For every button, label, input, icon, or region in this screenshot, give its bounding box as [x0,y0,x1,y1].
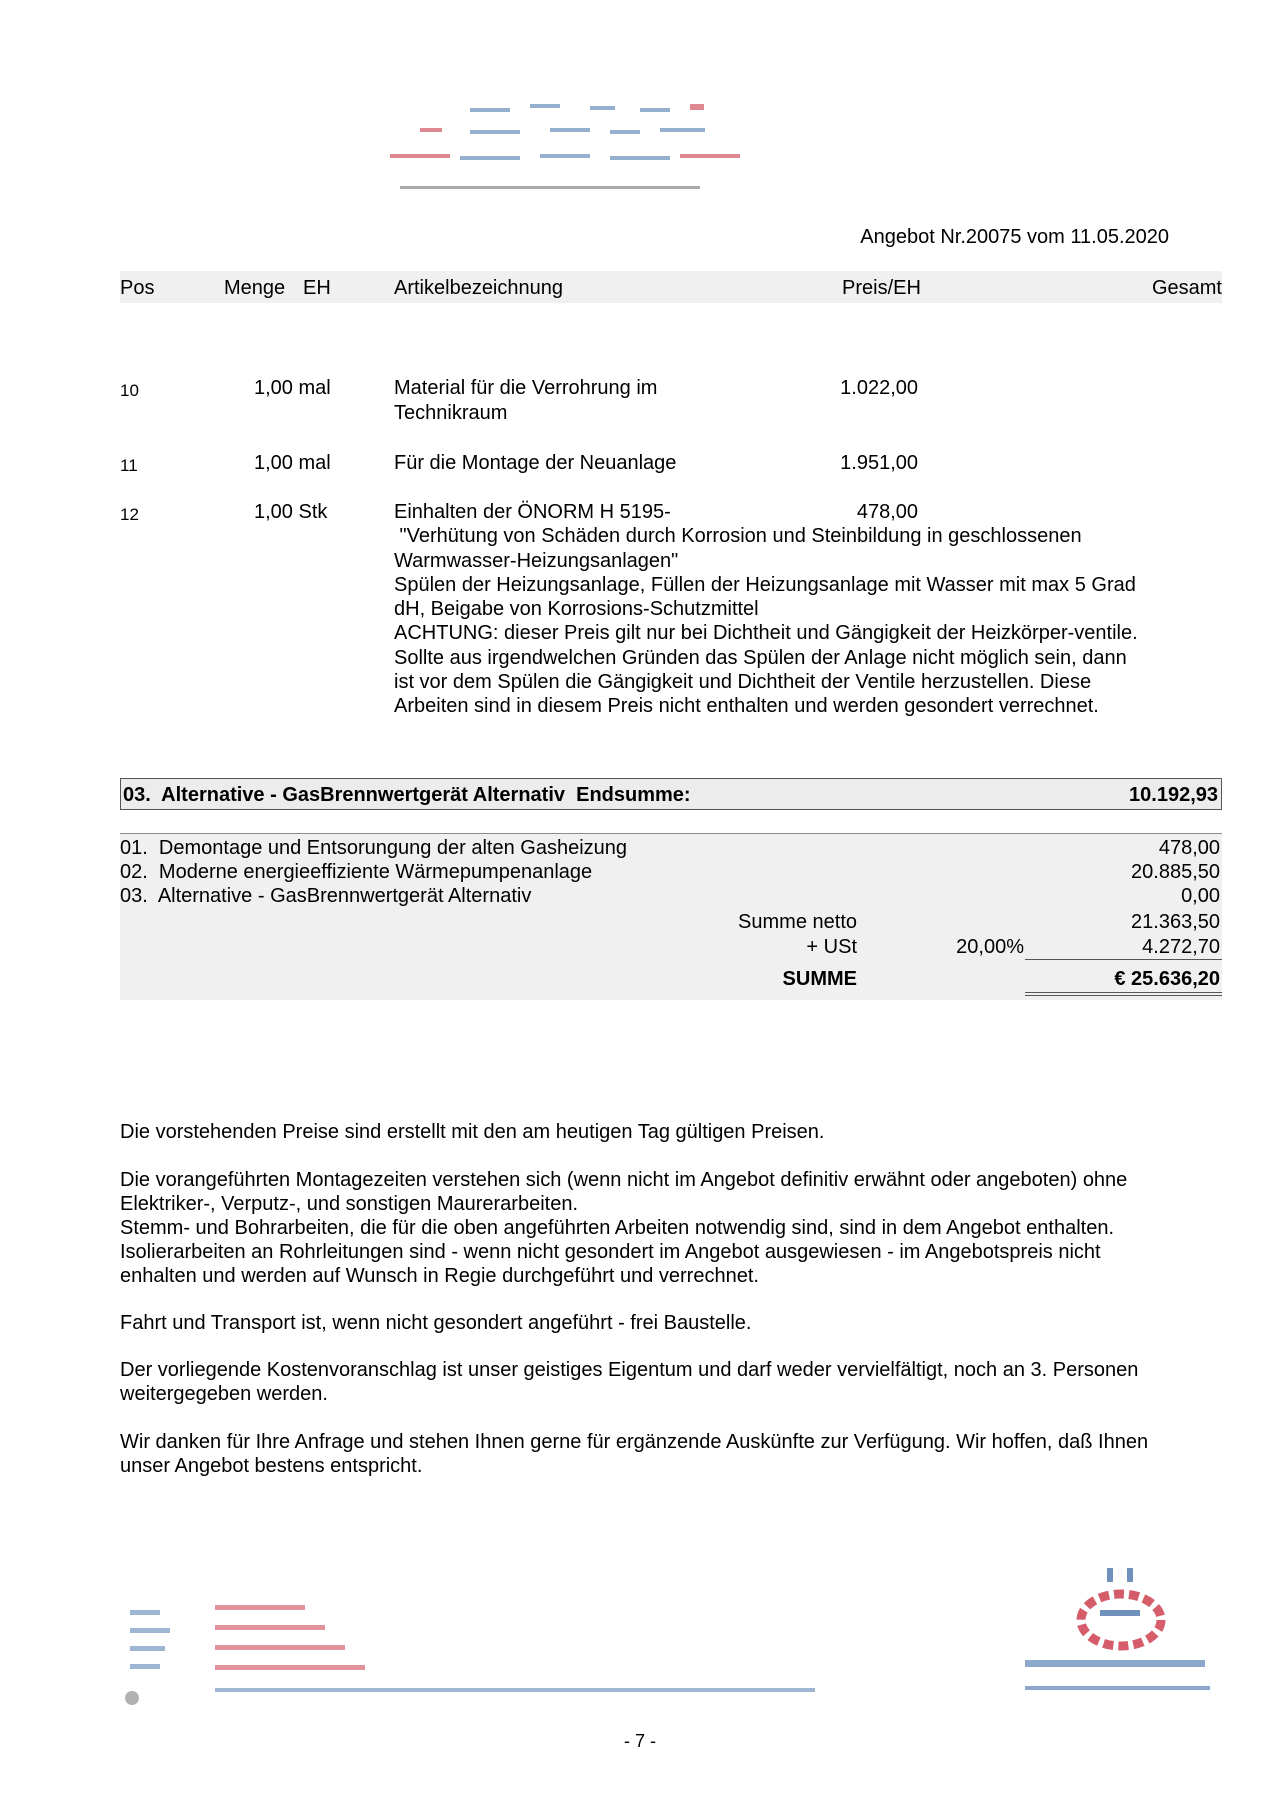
item-pos: 10 [120,381,139,400]
section-total-bar [120,778,1222,810]
item-text-line: Material für die Verrohrung im [394,377,658,399]
summary-line-label: 03. Alternative - GasBrennwertgerät Alternativ [120,885,532,907]
paragraph-line: Die vorangeführten Montagezeiten verstehen sich (wenn nicht im Angebot definitiv erwähnt oder angeboten) ohne [120,1169,1128,1191]
summary-line-label: 02. Moderne energieeffiziente Wärmepumpenanlage [120,861,593,883]
col-pos: Pos [120,277,155,299]
paragraph-line: Isolierarbeiten an Rohrleitungen sind - wenn nicht gesondert im Angebot ausgewiesen - im Angebotspreis nicht [120,1241,1101,1263]
item-price: 1.951,00 [840,452,918,474]
summary-line-label: 01. Demontage und Entsorungung der alten Gasheizung [120,837,628,859]
section-total-value: 10.192,93 [1129,784,1218,806]
partner-logo-icon [1015,1560,1225,1720]
column-header-row [120,271,1222,303]
footer-address [120,1590,920,1720]
item-qty: 1,00 mal [254,452,331,474]
company-logo-icon [360,78,900,218]
item-text-line: Für die Montage der Neuanlage [394,452,677,474]
paragraph-line: Stemm- und Bohrarbeiten, die für die oben angeführten Arbeiten notwendig sind, sind in dem Angebot enthalten. [120,1217,1115,1239]
summary-line-value: 20.885,50 [1131,861,1220,883]
item-text-line: Arbeiten sind in diesem Preis nicht enthalten und werden gesondert verrechnet. [394,695,1099,718]
item-text-line: Spülen der Heizungsanlage, Füllen der Heizungsanlage mit Wasser mit max 5 Grad [394,573,1136,596]
summary-line [120,836,1222,860]
netto-row [120,910,1222,934]
company-logo [360,78,900,218]
summary-block [120,833,1222,1000]
netto-label: Summe netto [738,911,857,933]
ust-rate: 20,00% [956,936,1024,958]
item-text-line: Warmwasser-Heizungsanlagen" [394,549,679,572]
summary-line-value: 478,00 [1158,837,1220,859]
item-text-line: ACHTUNG: dieser Preis gilt nur bei Dichtheit und Gängigkeit der Heizkörper-ventile. [394,622,1138,645]
paragraph-line: unser Angebot bestens entspricht. [120,1455,423,1477]
item-pos: 11 [120,456,138,475]
paragraph-line: Wir danken für Ihre Anfrage und stehen Ihnen gerne für ergänzende Auskünfte zur Verfügung. Wir hoffen, daß Ihnen [120,1431,1149,1453]
item-text-line: Technikraum [394,402,508,424]
item-text-line: ist vor dem Spülen die Gängigkeit und Dichtheit der Ventile herzustellen. Diese [394,671,1092,694]
item-price: 1.022,00 [840,377,918,399]
summe-double-underline [1025,992,1222,993]
col-gesamt: Gesamt [1151,277,1222,299]
summary-line-value: 0,00 [1181,885,1220,907]
paragraph-line: enhalten und werden auf Wunsch in Regie durchgeführt und verrechnet. [120,1265,759,1287]
paragraph [120,1168,1230,1288]
paragraph [120,1358,1230,1406]
col-eh: EH [303,277,331,299]
summe-divider [1025,959,1222,960]
item-text-line: Sollte aus irgendwelchen Gründen das Spülen der Anlage nicht möglich sein, dann [394,646,1127,669]
paragraph [120,1430,1230,1478]
page-number: - 7 - [623,1731,656,1751]
item-qty: 1,00 mal [254,377,331,399]
offer-number: Angebot Nr.20075 vom 11.05.2020 [860,226,1169,248]
summe-double-underline [1025,995,1222,996]
col-preis: Preis/EH [842,277,921,299]
item-pos: 12 [120,505,139,524]
paragraph-line: Elektriker-, Verputz-, und sonstigen Maurerarbeiten. [120,1193,578,1215]
col-menge: Menge [224,277,286,299]
summary-line [120,884,1222,908]
ust-label: + USt [806,936,857,958]
paragraph: Die vorstehenden Preise sind erstellt mit den am heutigen Tag gültigen Preisen. [120,1121,825,1143]
summary-line [120,860,1222,884]
summe-row [120,967,1222,991]
paragraph-line: Der vorliegende Kostenvoranschlag ist unser geistiges Eigentum und darf weder vervielfältigt, noch an 3. Personen [120,1359,1139,1381]
ust-row [120,935,1222,959]
paragraph-line: weitergegeben werden. [120,1383,328,1405]
company-address-icon [120,1590,920,1720]
item-description [394,376,1194,426]
section-total-label: 03. Alternative - GasBrennwertgerät Alternativ Endsumme: [123,784,691,806]
item-text-line: Einhalten der ÖNORM H 5195- [394,501,671,523]
col-artikel: Artikelbezeichnung [394,277,563,299]
item-description [394,500,1194,719]
summe-value: € 25.636,20 [1114,968,1220,990]
item-price: 478,00 [856,501,918,523]
item-qty: 1,00 Stk [254,501,328,523]
item-text-line: "Verhütung von Schäden durch Korrosion und Steinbildung in geschlossenen [394,525,1082,548]
item-text-line: dH, Beigabe von Korrosions-Schutzmittel [394,598,759,621]
paragraph: Fahrt und Transport ist, wenn nicht gesondert angeführt - frei Baustelle. [120,1312,752,1334]
netto-value: 21.363,50 [1131,911,1220,933]
ust-value: 4.272,70 [1142,936,1220,958]
item-description [394,451,1194,476]
partner-logo [1015,1560,1225,1720]
summe-label: SUMME [782,968,857,990]
